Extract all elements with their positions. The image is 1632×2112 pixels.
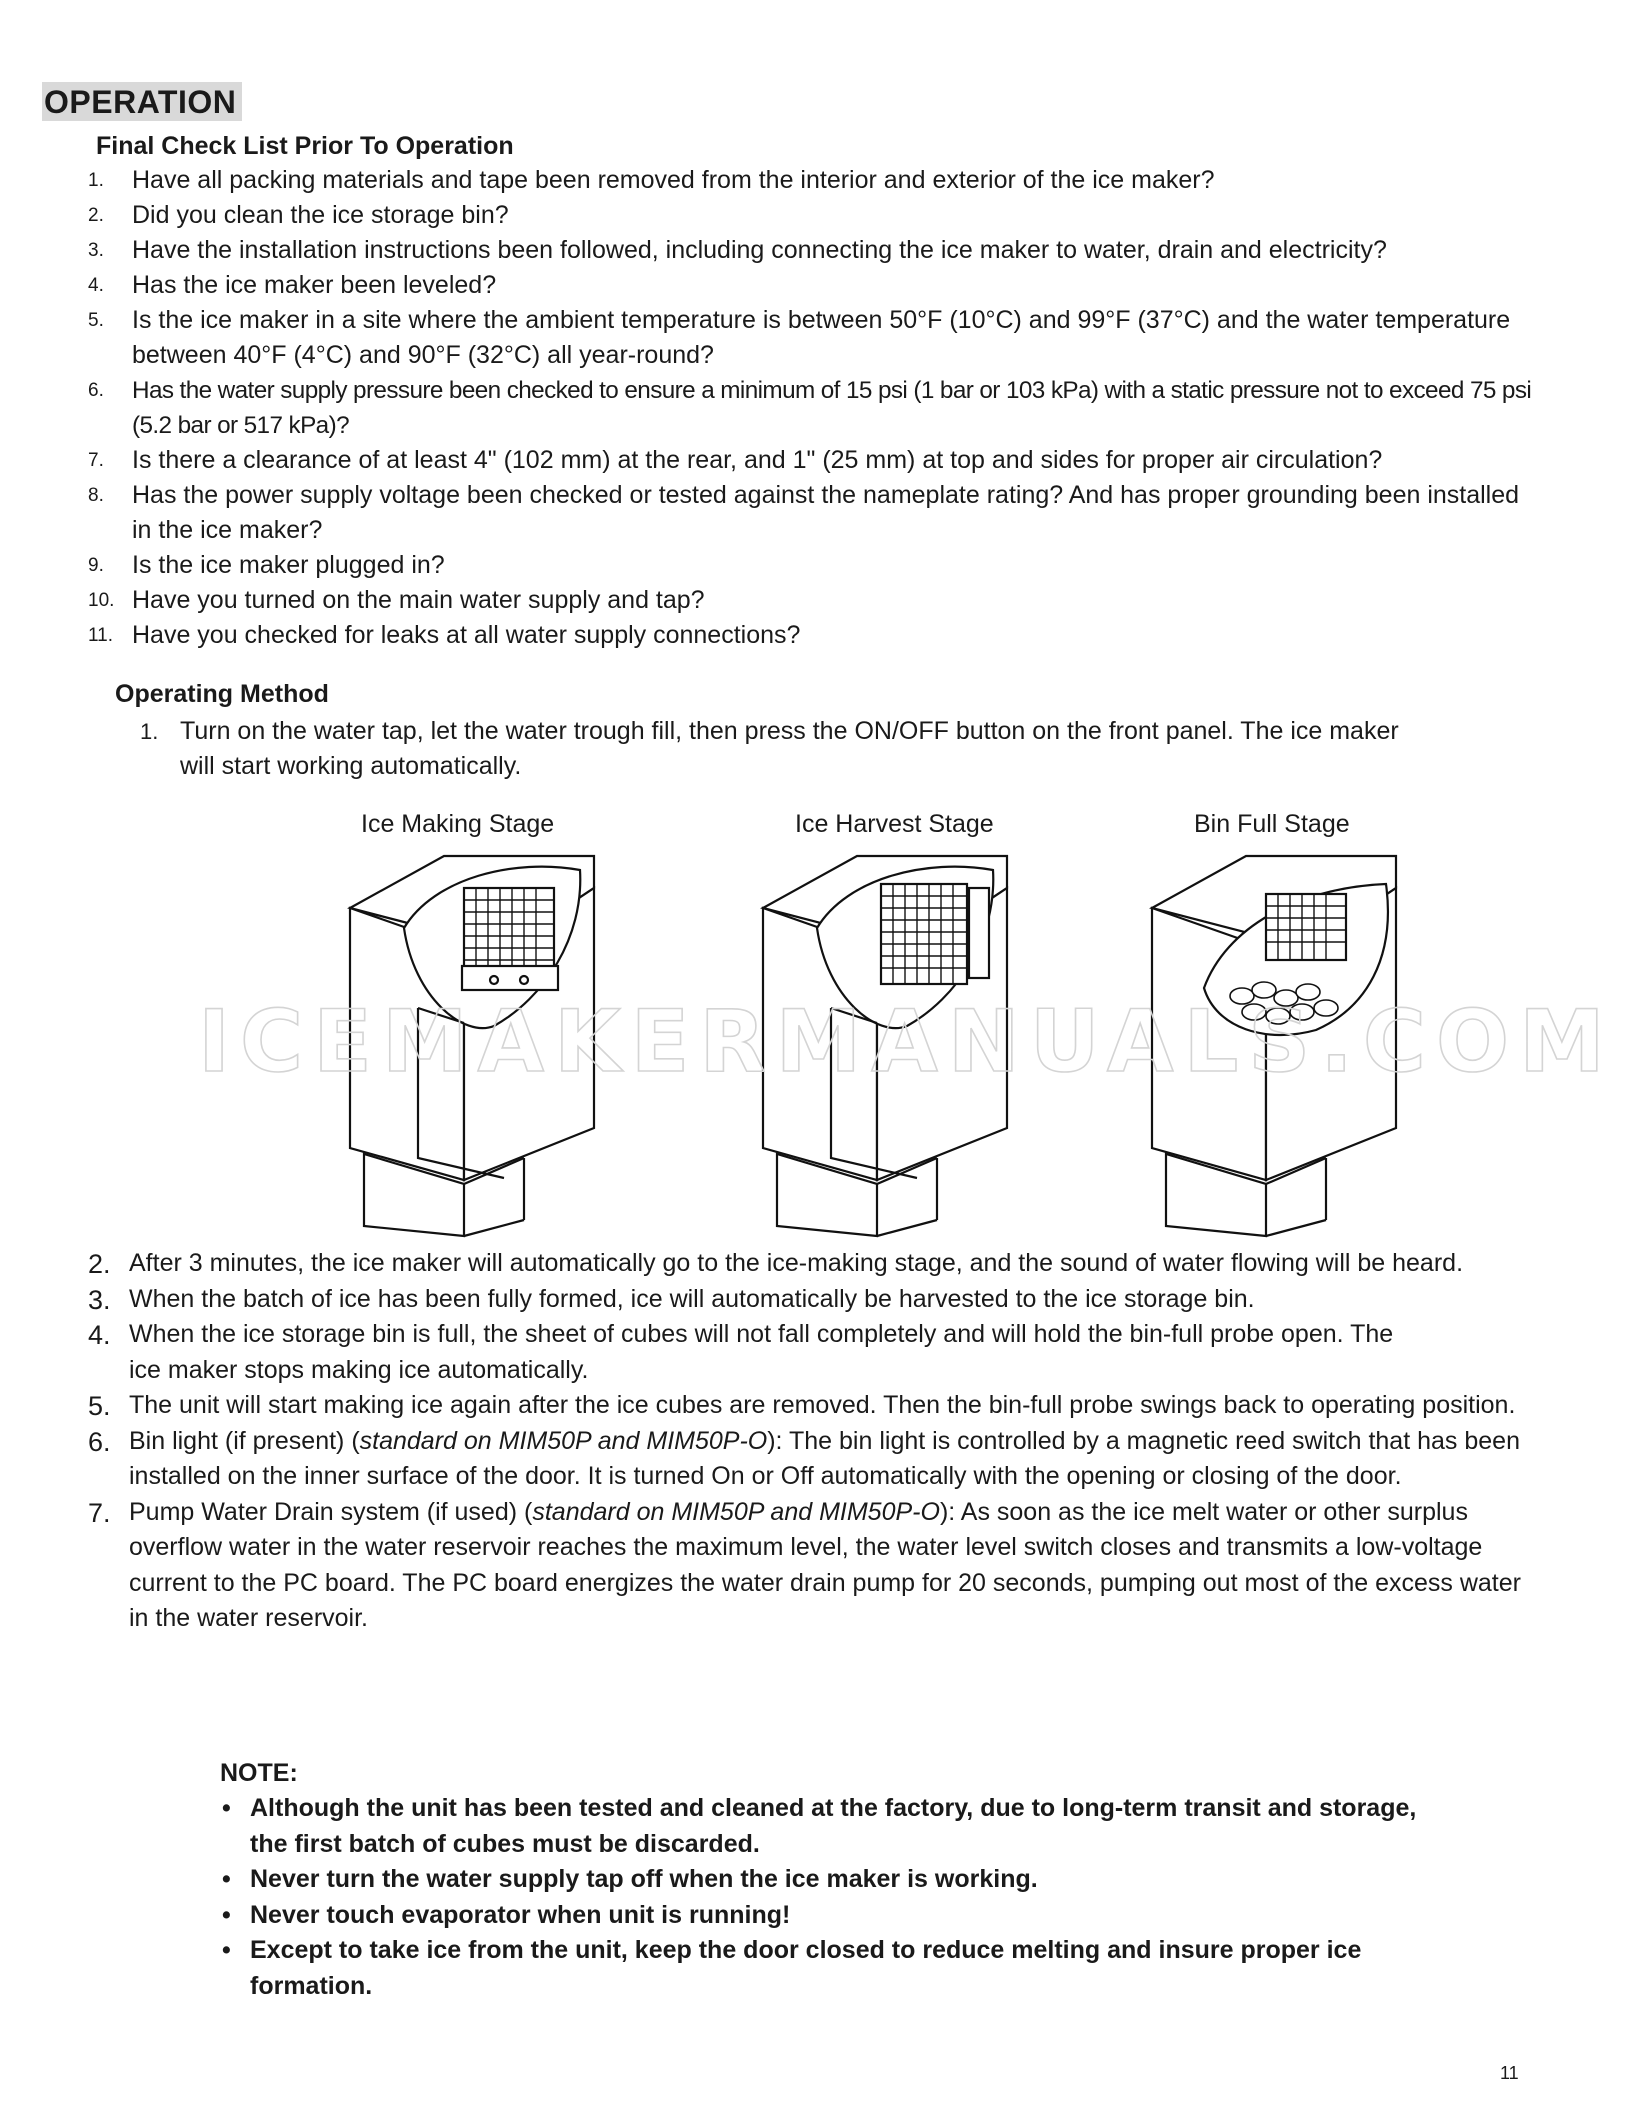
item-number: 10.	[88, 590, 115, 611]
watermark: ICEMAKERMANUALS.COM	[198, 992, 1615, 1092]
item-text: Have you checked for leaks at all water supply connections?	[132, 621, 801, 649]
note-bullet	[220, 1862, 1420, 1898]
list-item	[88, 1317, 1538, 1388]
item-number: 3.	[88, 240, 104, 261]
stage-label-ice-harvest: Ice Harvest Stage	[795, 810, 994, 838]
note-bullets	[220, 1791, 1420, 2004]
note-bullet	[220, 1791, 1420, 1862]
item-number: 7.	[88, 1497, 111, 1528]
bullet-icon: •	[222, 1865, 231, 1893]
item-text: Is the ice maker plugged in?	[132, 551, 445, 579]
item-text: Is the ice maker in a site where the ambient temperature is between 50°F (10°C) and 99°F (37°C) and the water temperature between 40°F (4°C) and 90°F (32°C) all year-round?	[132, 306, 1511, 369]
item-text: After 3 minutes, the ice maker will automatically go to the ice-making stage, and the sound of water flowing will be heard.	[129, 1249, 1464, 1277]
item-text	[129, 1424, 1538, 1495]
item-number: 1.	[88, 170, 104, 191]
item-text: Is there a clearance of at least 4" (102 mm) at the rear, and 1" (25 mm) at top and sides for proper air circulation?	[132, 446, 1383, 474]
note-bullet-text: Never touch evaporator when unit is running!	[250, 1900, 791, 1929]
item-text: Has the power supply voltage been checked or tested against the nameplate rating? And has proper grounding been installed in the ice maker?	[132, 481, 1520, 544]
page-number: 11	[1500, 2063, 1519, 2083]
note-bullet-text: Never turn the water supply tap off when the ice maker is working.	[250, 1865, 1038, 1893]
item-text: The unit will start making ice again after the ice cubes are removed. Then the bin-full probe swings back to operating position.	[129, 1391, 1516, 1419]
list-item	[88, 1282, 1538, 1318]
item-number: 2.	[88, 1249, 111, 1279]
item-text: Did you clean the ice storage bin?	[132, 201, 509, 229]
item-number: 9.	[88, 555, 104, 576]
list-item	[88, 548, 1538, 583]
item-text-pre: Bin light (if present) (	[129, 1426, 360, 1455]
item-text: Has the ice maker been leveled?	[132, 271, 497, 299]
list-item	[88, 198, 1538, 233]
item-text-pre: Pump Water Drain system (if used) (	[129, 1497, 533, 1526]
list-item	[88, 1424, 1538, 1495]
list-item	[88, 618, 1538, 653]
item-text	[129, 1495, 1538, 1637]
item-number: 4.	[88, 275, 104, 296]
item-number: 2.	[88, 205, 104, 226]
list-item	[88, 478, 1538, 548]
note-bullet-text: Except to take ice from the unit, keep the door closed to reduce melting and insure proper ice formation.	[250, 1936, 1362, 2000]
item-number: 5.	[88, 1391, 111, 1421]
list-item	[88, 233, 1538, 268]
item-number: 7.	[88, 450, 104, 471]
list-item	[88, 1246, 1538, 1282]
note-title: NOTE:	[220, 1759, 298, 1787]
item-text: Have you turned on the main water supply and tap?	[132, 586, 705, 614]
item-text-post: ): The bin light is controlled by a magnetic reed switch that has been installed on the inner surface of the door. It is turned On or Off automatically with the opening or closing of the door.	[129, 1426, 1520, 1490]
item-text: Have the installation instructions been followed, including connecting the ice maker to water, drain and electricity?	[132, 236, 1387, 264]
operating-steps-list	[88, 1246, 1538, 1637]
list-item	[88, 163, 1538, 198]
list-item	[88, 1495, 1538, 1637]
item-number: 6.	[88, 380, 104, 401]
item-text-emphasis: standard on MIM50P and MIM50P-O	[532, 1497, 940, 1526]
bullet-icon: •	[222, 1794, 231, 1822]
note-bullet	[220, 1933, 1420, 2004]
item-text: Have all packing materials and tape been removed from the interior and exterior of the ice maker?	[132, 166, 1215, 194]
item-text: Has the water supply pressure been checked to ensure a minimum of 15 psi (1 bar or 103 kPa) with a static pressure not to exceed 75 psi (5.2 bar or 517 kPa)?	[132, 377, 1532, 439]
item-number: 4.	[88, 1320, 111, 1350]
item-text: Turn on the water tap, let the water trough fill, then press the ON/OFF button on the front panel. The ice maker will start working automatically.	[180, 717, 1399, 780]
stage-label-ice-making: Ice Making Stage	[361, 810, 555, 838]
item-number: 1.	[140, 719, 159, 744]
item-text: When the batch of ice has been fully formed, ice will automatically be harvested to the ice storage bin.	[129, 1284, 1255, 1313]
list-item	[88, 443, 1538, 478]
item-number: 11.	[88, 625, 114, 646]
final-check-list	[88, 163, 1538, 653]
item-text: When the ice storage bin is full, the sheet of cubes will not fall completely and will hold the bin-full probe open. The ice maker stops making ice automatically.	[129, 1320, 1394, 1384]
bullet-icon: •	[222, 1900, 231, 1929]
item-number: 5.	[88, 310, 104, 331]
list-item	[88, 303, 1538, 373]
list-item	[88, 583, 1538, 618]
item-number: 6.	[88, 1426, 111, 1457]
section-title: OPERATION	[42, 82, 242, 121]
bullet-icon: •	[222, 1936, 231, 1964]
note-block	[220, 1756, 1420, 2004]
note-bullet-text: Although the unit has been tested and cleaned at the factory, due to long-term transit and storage, the first batch of cubes must be discarded.	[250, 1794, 1417, 1858]
item-number: 3.	[88, 1284, 111, 1315]
final-check-heading: Final Check List Prior To Operation	[96, 132, 514, 160]
list-item	[140, 714, 1440, 784]
item-number: 8.	[88, 485, 104, 506]
list-item	[88, 373, 1538, 443]
operating-first-step	[140, 714, 1440, 784]
operating-method-heading: Operating Method	[115, 680, 329, 708]
note-bullet	[220, 1898, 1420, 1934]
list-item	[88, 1388, 1538, 1424]
list-item	[88, 268, 1538, 303]
item-text-emphasis: standard on MIM50P and MIM50P-O	[359, 1426, 768, 1455]
item-text-post: ): As soon as the ice melt water or other surplus overflow water in the water reservoir reaches the maximum level, the water level switch closes and transmits a low-voltage current to the PC board. The PC board energizes the water drain pump for 20 seconds, pumping out most of the excess water in the water reservoir.	[129, 1497, 1521, 1632]
stage-label-bin-full: Bin Full Stage	[1194, 810, 1350, 838]
